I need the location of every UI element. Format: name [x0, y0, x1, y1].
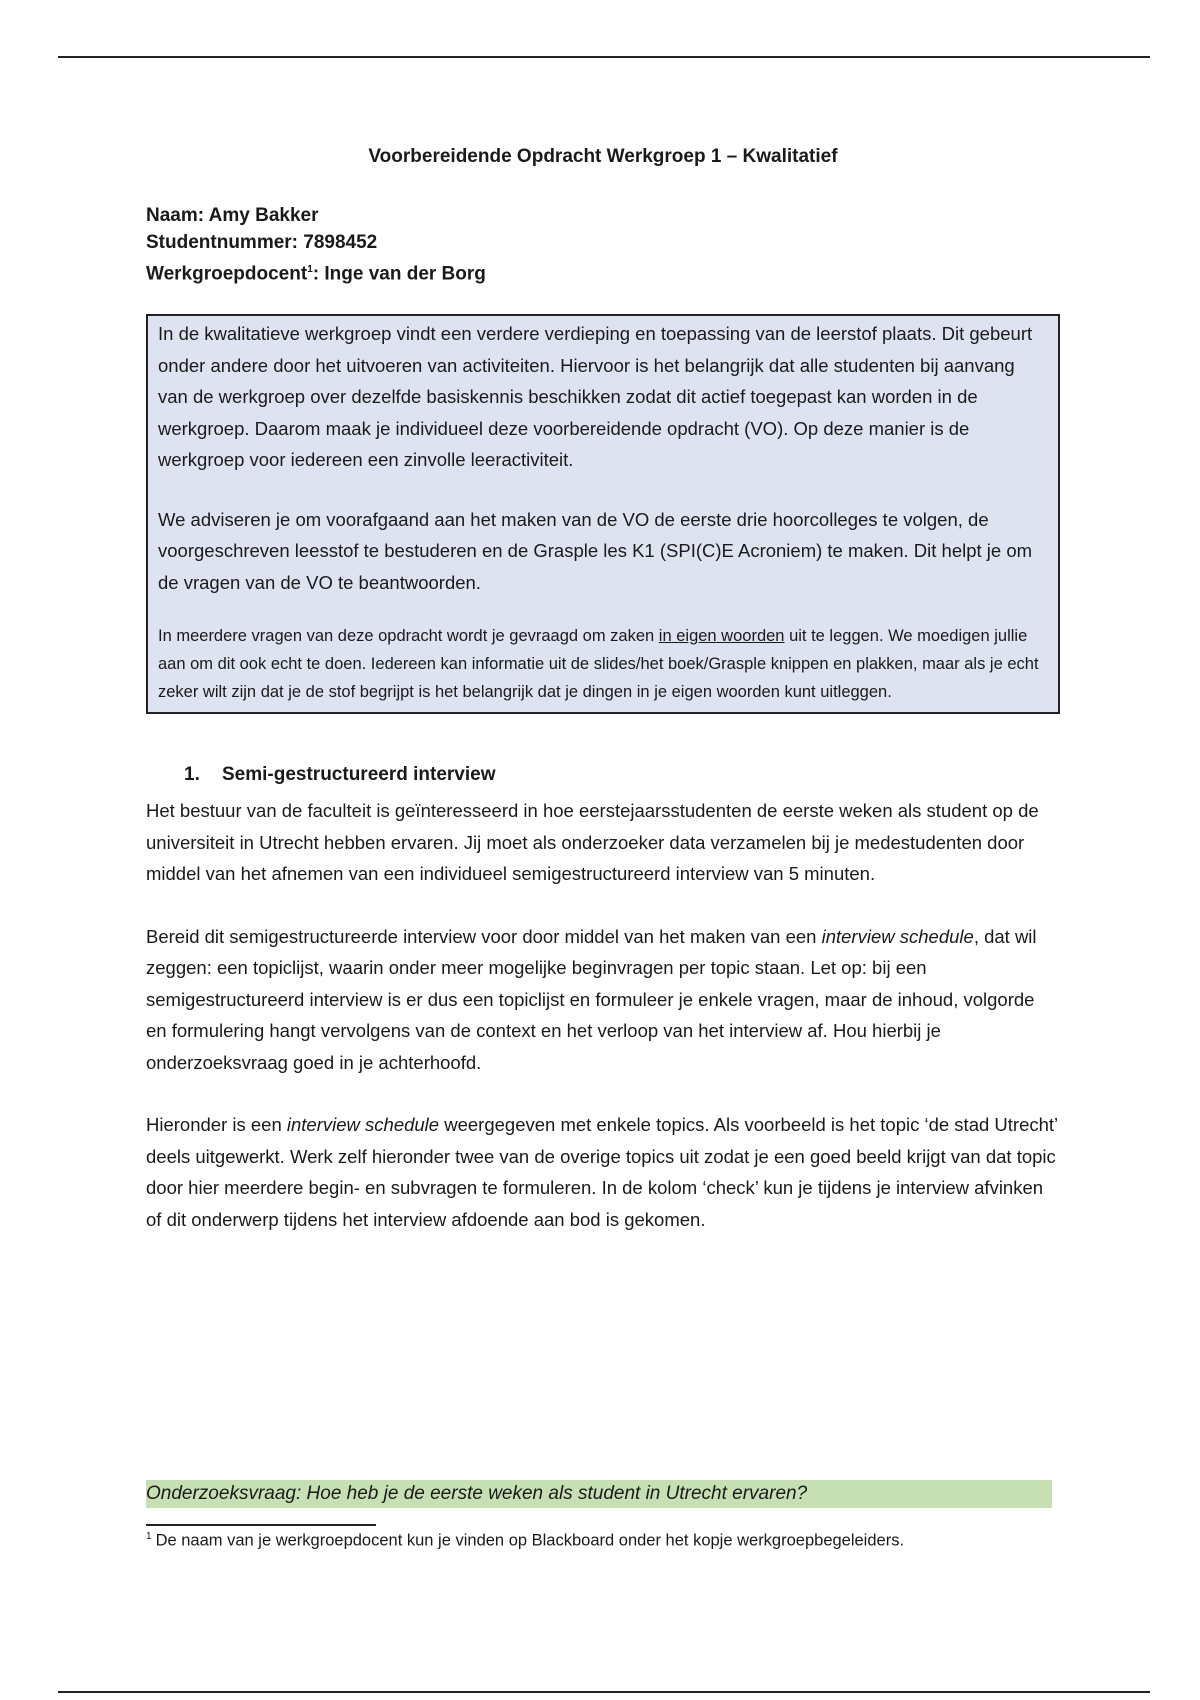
page-bottom-rule: [58, 1691, 1150, 1693]
teacher-label: Werkgroepdocent: [146, 263, 308, 285]
footnote-separator: [146, 1524, 376, 1526]
research-question-highlight: Onderzoeksvraag: Hoe heb je de eerste weken als student in Utrecht ervaren?: [146, 1480, 1052, 1508]
instruction-text: uit te leggen. We moedigen jullie aan om dit ook echt te doen. Iedereen kan informatie uit de slides/het boek/Grasple knippen en plakken, maar als je echt zeker wilt zijn dat je de stof begrijpt is het belangrijk dat je dingen in je eigen woorden kunt uitleggen.: [158, 627, 1039, 701]
body-text: , dat wil zeggen: een topiclijst, waarin onder meer mogelijke beginvragen per topic staan. Let op: bij een semigestructureerd interview is er dus een topiclijst en formuleer je enkele vragen, maar de inhoud, volgorde en formulering hangt vervolgens van de context en het verloop van het interview af. Hou hierbij je onderzoeksvraag goed in je achterhoofd.: [146, 925, 1037, 1073]
instruction-paragraph-3: [158, 622, 1048, 706]
student-name: Naam: Amy Bakker: [146, 205, 319, 226]
body-text: Hieronder is een: [146, 1114, 287, 1135]
underlined-phrase: in eigen woorden: [658, 627, 785, 645]
teacher-line: [146, 256, 486, 287]
teacher-name: : Inge van der Borg: [312, 263, 486, 285]
body-paragraph-2: [146, 921, 1060, 1079]
italic-term: interview schedule: [286, 1114, 440, 1135]
footnote-text: De naam van je werkgroepdocent kun je vinden op Blackboard onder het kopje werkgroepbegeleiders.: [155, 1531, 905, 1550]
section-heading: [146, 764, 495, 786]
body-text: Bereid dit semigestructureerde interview voor door middel van het maken van een: [146, 925, 822, 947]
footnote-reference: 1: [307, 264, 313, 275]
instruction-text: In meerdere vragen van deze opdracht wordt je gevraagd om zaken: [158, 627, 659, 645]
document-title: Voorbereidende Opdracht Werkgroep 1 – Kwalitatief: [368, 146, 838, 167]
instruction-paragraph-1: In de kwalitatieve werkgroep vindt een verdere verdieping en toepassing van de leerstof plaats. Dit gebeurt onder andere door het uitvoeren van activiteiten. Hiervoor is het belangrijk dat alle studenten bij aanvang van de werkgroep over dezelfde basiskennis beschikken zodat dit actief toegepast kan worden in de werkgroep. Daarom maak je individueel deze voorbereidende opdracht (VO). Op deze manier is de werkgroep voor iedereen een zinvolle leeractiviteit.: [158, 323, 1033, 470]
body-paragraph-1: Het bestuur van de faculteit is geïnteresseerd in hoe eerstejaarsstudenten de eerste weken als student op de universiteit in Utrecht hebben ervaren. Jij moet als onderzoeker data verzamelen bij je medestudenten door middel van het afnemen van een individueel semigestructureerd interview van 5 minuten.: [146, 800, 1039, 884]
body-paragraph-3: [146, 1109, 1060, 1235]
page-top-rule: [58, 56, 1150, 58]
footnote: [146, 1531, 904, 1551]
footnote-number: 1: [146, 1531, 152, 1542]
instruction-paragraph-2: We adviseren je om voorafgaand aan het maken van de VO de eerste drie hoorcolleges te volgen, de voorgeschreven leesstof te bestuderen en de Grasple les K1 (SPI(C)E Acroniem) te maken. Dit helpt je om de vragen van de VO te beantwoorden.: [158, 508, 1033, 593]
student-info: [146, 202, 486, 287]
section-title: Semi-gestructureerd interview: [222, 764, 496, 785]
student-number: Studentnummer: 7898452: [146, 232, 378, 253]
body-text: weergegeven met enkele topics. Als voorbeeld is het topic ‘de stad Utrecht’ deels uitgewerkt. Werk zelf hieronder twee van de overige topics uit zodat je een goed beeld krijgt van dat topic door hier meerdere begin- en subvragen te formuleren. In de kolom ‘check’ kun je tijdens je interview afvinken of dit onderwerp tijdens het interview afdoende aan bod is gekomen.: [146, 1114, 1058, 1230]
italic-term: interview schedule: [821, 925, 974, 947]
instruction-box: [146, 314, 1060, 714]
section-number: 1.: [184, 764, 200, 785]
section-body: [146, 795, 1060, 1266]
